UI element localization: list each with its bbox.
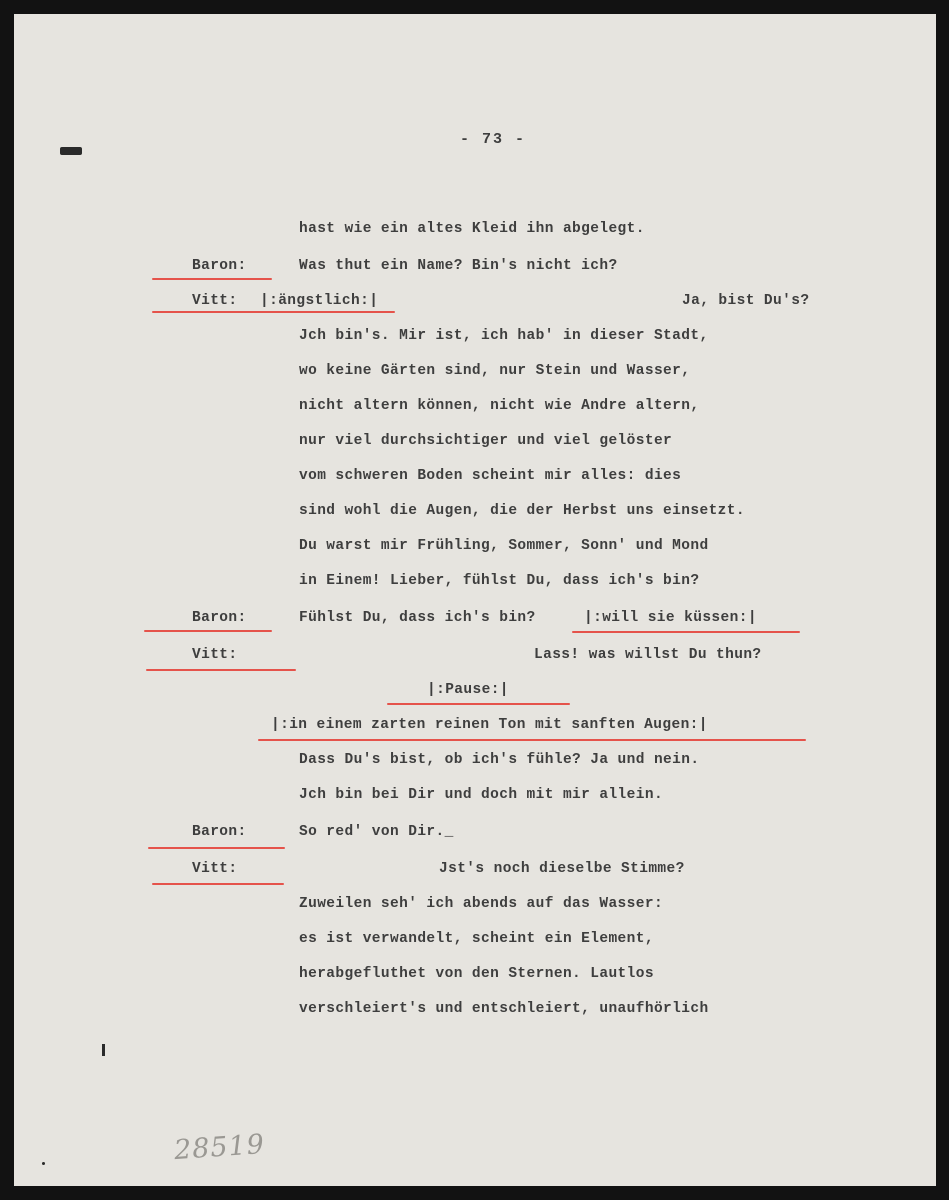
verse-line: sind wohl die Augen, die der Herbst uns einsetzt. [299, 503, 745, 519]
verse-line: Jch bin bei Dir und doch mit mir allein. [299, 787, 664, 803]
dialogue-line: Jst's noch dieselbe Stimme? [439, 861, 685, 877]
speaker-baron: Baron: [192, 824, 247, 840]
ink-spot [102, 1044, 105, 1056]
red-underline [387, 703, 570, 705]
red-underline [152, 311, 395, 313]
verse-line: nicht altern können, nicht wie Andre altern, [299, 398, 700, 414]
verse-line: Jch bin's. Mir ist, ich hab' in dieser Stadt, [299, 328, 709, 344]
verse-line: es ist verwandelt, scheint ein Element, [299, 931, 654, 947]
stage-direction: |:in einem zarten reinen Ton mit sanften Augen:| [271, 717, 708, 733]
dialogue-line: Ja, bist Du's? [682, 293, 810, 309]
red-underline [258, 739, 806, 741]
page-number: - 73 - [460, 131, 527, 148]
verse-line: herabgefluthet von den Sternen. Lautlos [299, 966, 654, 982]
verse-line: Dass Du's bist, ob ich's fühle? Ja und nein. [299, 752, 700, 768]
verse-line: Du warst mir Frühling, Sommer, Sonn' und Mond [299, 538, 709, 554]
verse-line: hast wie ein altes Kleid ihn abgelegt. [299, 221, 645, 237]
dialogue-line: Lass! was willst Du thun? [534, 647, 762, 663]
speaker-vitt: Vitt: [192, 861, 238, 877]
dialogue-line: Fühlst Du, dass ich's bin? [299, 610, 536, 626]
speaker-baron: Baron: [192, 258, 247, 274]
verse-line: nur viel durchsichtiger und viel gelöster [299, 433, 673, 449]
archive-pencil-mark: 28519 [173, 1128, 266, 1167]
red-underline [152, 883, 284, 885]
dialogue-line: Was thut ein Name? Bin's nicht ich? [299, 258, 618, 274]
dialogue-line: So red' von Dir._ [299, 824, 454, 840]
red-underline [152, 278, 272, 280]
verse-line: wo keine Gärten sind, nur Stein und Wasser, [299, 363, 691, 379]
document-page [14, 14, 936, 1186]
verse-line: Zuweilen seh' ich abends auf das Wasser: [299, 896, 664, 912]
ink-spot [42, 1162, 45, 1165]
stage-direction: |:will sie küssen:| [584, 610, 757, 626]
verse-line: in Einem! Lieber, fühlst Du, dass ich's bin? [299, 573, 700, 589]
ink-spot [60, 147, 82, 155]
speaker-baron: Baron: [192, 610, 247, 626]
red-underline [148, 847, 285, 849]
red-underline [144, 630, 272, 632]
verse-line: verschleiert's und entschleiert, unaufhörlich [299, 1001, 709, 1017]
stage-direction: |:ängstlich:| [260, 293, 379, 309]
red-underline [572, 631, 800, 633]
speaker-vitt: Vitt: [192, 647, 238, 663]
red-underline [146, 669, 296, 671]
verse-line: vom schweren Boden scheint mir alles: dies [299, 468, 682, 484]
speaker-vitt: Vitt: [192, 293, 238, 309]
stage-direction-pause: |:Pause:| [427, 682, 509, 698]
